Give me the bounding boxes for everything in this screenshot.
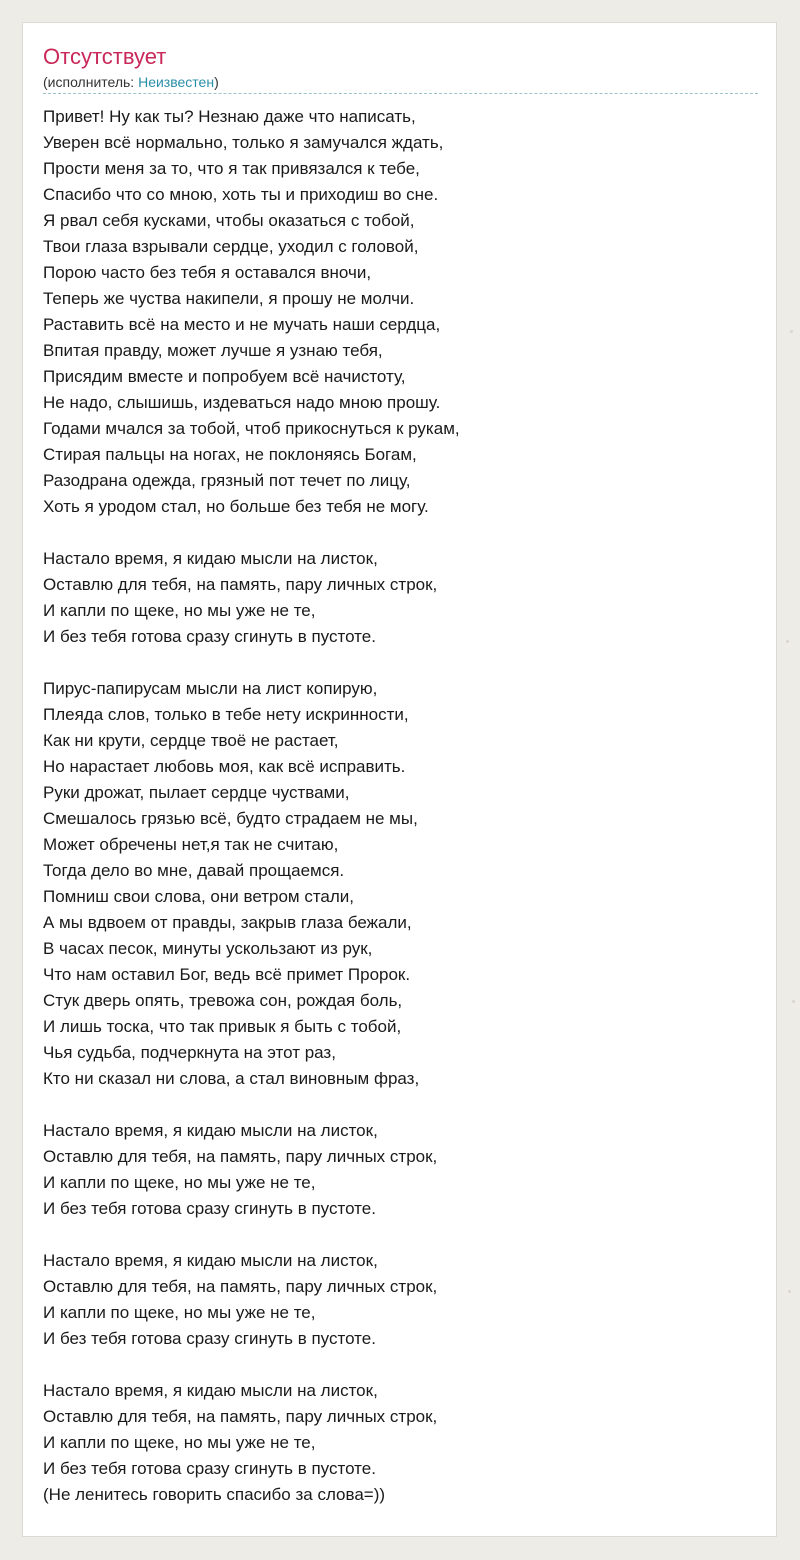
- lyrics-line: И без тебя готова сразу сгинуть в пустоте.: [43, 627, 376, 646]
- lyrics-line: Стук дверь опять, тревожа сон, рождая боль,: [43, 991, 403, 1010]
- lyrics-line: Плеяда слов, только в тебе нету искринности,: [43, 705, 409, 724]
- lyrics-stanza: [43, 1118, 758, 1222]
- lyrics-stanza: [43, 676, 758, 1092]
- lyrics-line: Смешалось грязью всё, будто страдаем не мы,: [43, 809, 418, 828]
- lyrics-line: И без тебя готова сразу сгинуть в пустоте.: [43, 1329, 376, 1348]
- lyrics-line: Может обречены нет,я так не считаю,: [43, 835, 339, 854]
- lyrics-line: Привет! Ну как ты? Незнаю даже что написать,: [43, 107, 416, 126]
- lyrics-line: И капли по щеке, но мы уже не те,: [43, 1433, 316, 1452]
- song-title: Отсутствует: [43, 44, 167, 69]
- lyrics-card: [22, 22, 777, 1537]
- lyrics-line: В часах песок, минуты ускользают из рук,: [43, 939, 373, 958]
- lyrics-line: А мы вдвоем от правды, закрыв глаза бежали,: [43, 913, 412, 932]
- lyrics-line: И капли по щеке, но мы уже не те,: [43, 1303, 316, 1322]
- lyrics-line: Оставлю для тебя, на память, пару личных строк,: [43, 575, 438, 594]
- lyrics-line: Оставлю для тебя, на память, пару личных строк,: [43, 1407, 438, 1426]
- lyrics-line: Помниш свои слова, они ветром стали,: [43, 887, 355, 906]
- lyrics-line: И лишь тоска, что так привык я быть с тобой,: [43, 1017, 402, 1036]
- lyrics-line: Чья судьба, подчеркнута на этот раз,: [43, 1043, 336, 1062]
- lyrics-line: Раставить всё на место и не мучать наши сердца,: [43, 315, 441, 334]
- lyrics-line: Стирая пальцы на ногах, не поклоняясь Богам,: [43, 445, 417, 464]
- lyrics-line: Теперь же чуства накипели, я прошу не молчи.: [43, 289, 415, 308]
- lyrics-line: Прости меня за то, что я так привязался к тебе,: [43, 159, 420, 178]
- lyrics-line: Как ни крути, сердце твоё не растает,: [43, 731, 339, 750]
- lyrics-line: Порою часто без тебя я оставался вночи,: [43, 263, 372, 282]
- lyrics-line: Что нам оставил Бог, ведь всё примет Пророк.: [43, 965, 411, 984]
- lyrics-line: Тогда дело во мне, давай прощаемся.: [43, 861, 345, 880]
- lyrics-line: Оставлю для тебя, на память, пару личных строк,: [43, 1277, 438, 1296]
- lyrics-line: Руки дрожат, пылает сердце чуствами,: [43, 783, 350, 802]
- lyrics-stanza: [43, 104, 758, 520]
- lyrics-line: Кто ни сказал ни слова, а стал виновным фраз,: [43, 1069, 420, 1088]
- lyrics-line: Настало время, я кидаю мысли на листок,: [43, 1121, 378, 1140]
- lyrics-line: Пирус-папирусам мысли на лист копирую,: [43, 679, 378, 698]
- lyrics-line: Твои глаза взрывали сердце, уходил с головой,: [43, 237, 419, 256]
- lyrics-line: (Не ленитесь говорить спасибо за слова=)): [43, 1485, 386, 1504]
- lyrics-text: [43, 104, 758, 1508]
- lyrics-line: Но нарастает любовь моя, как всё исправить.: [43, 757, 406, 776]
- lyrics-line: Хоть я уродом стал, но больше без тебя не могу.: [43, 497, 429, 516]
- lyrics-line: И без тебя готова сразу сгинуть в пустоте.: [43, 1199, 376, 1218]
- lyrics-line: Спасибо что со мною, хоть ты и приходиш во сне.: [43, 185, 439, 204]
- lyrics-line: Настало время, я кидаю мысли на листок,: [43, 549, 378, 568]
- lyrics-line: Присядим вместе и попробуем всё начистоту,: [43, 367, 406, 386]
- artist-prefix: (исполнитель:: [43, 74, 139, 90]
- artist-link[interactable]: Неизвестен: [138, 74, 215, 90]
- lyrics-stanza: [43, 1248, 758, 1352]
- artist-suffix: ): [214, 74, 219, 90]
- lyrics-stanza: [43, 546, 758, 650]
- lyrics-line: И капли по щеке, но мы уже не те,: [43, 1173, 316, 1192]
- lyrics-line: Не надо, слышишь, издеваться надо мною прошу.: [43, 393, 441, 412]
- lyrics-stanza: [43, 1378, 758, 1508]
- lyrics-line: Настало время, я кидаю мысли на листок,: [43, 1381, 378, 1400]
- lyrics-line: Годами мчался за тобой, чтоб прикоснуться к рукам,: [43, 419, 460, 438]
- lyrics-line: Настало время, я кидаю мысли на листок,: [43, 1251, 378, 1270]
- lyrics-line: И без тебя готова сразу сгинуть в пустоте.: [43, 1459, 376, 1478]
- lyrics-line: Впитая правду, может лучше я узнаю тебя,: [43, 341, 383, 360]
- artist-line: [43, 73, 219, 91]
- lyrics-line: Я рвал себя кусками, чтобы оказаться с тобой,: [43, 211, 415, 230]
- lyrics-line: Оставлю для тебя, на память, пару личных строк,: [43, 1147, 438, 1166]
- lyrics-line: И капли по щеке, но мы уже не те,: [43, 601, 316, 620]
- title-divider: [43, 93, 758, 94]
- lyrics-line: Уверен всё нормально, только я замучался ждать,: [43, 133, 444, 152]
- lyrics-line: Разодрана одежда, грязный пот течет по лицу,: [43, 471, 411, 490]
